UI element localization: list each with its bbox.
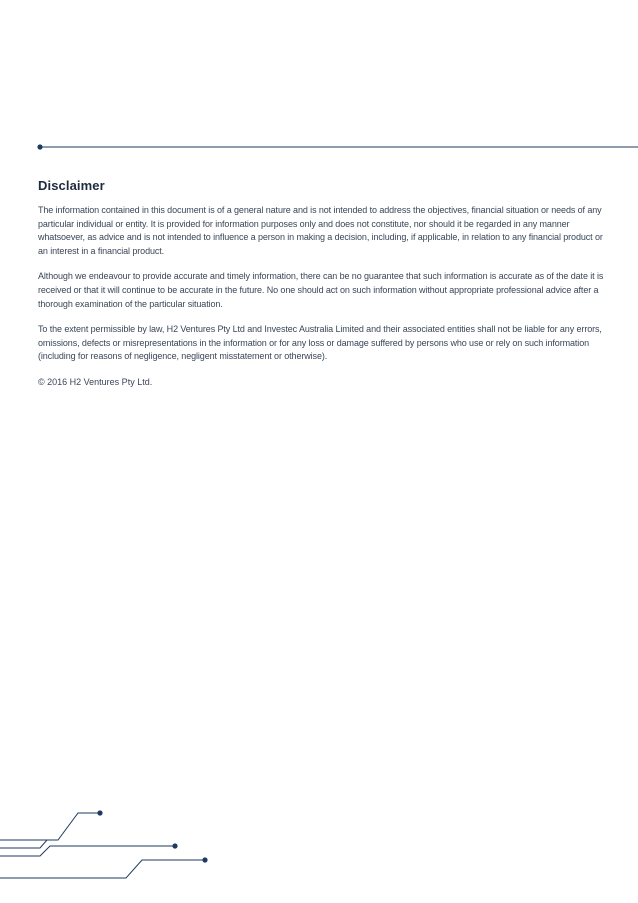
disclaimer-paragraph-accuracy: Although we endeavour to provide accurate and timely information, there can be no guarantee that such information is accurate as of the date it is received or that it will continue to be accurate in the future. No one should act on such information without appropriate professional advice after a thorough examination of the particular situation.: [38, 271, 604, 309]
circuit-lines-decoration: [0, 790, 638, 903]
disclaimer-section: [38, 178, 604, 390]
copyright-notice: © 2016 H2 Ventures Pty Ltd.: [38, 376, 153, 387]
divider-dot-icon: [37, 144, 42, 149]
circuit-node-icon: [172, 843, 177, 848]
circuit-node-icon: [202, 857, 207, 862]
disclaimer-heading: Disclaimer: [38, 178, 105, 193]
disclaimer-paragraph-liability: To the extent permissible by law, H2 Ventures Pty Ltd and Investec Australia Limited and their associated entities shall not be liable for any errors, omissions, defects or misrepresentations in the information or for any loss or damage suffered by persons who use or rely on such information (including for reasons of negligence, negligent misstatement or otherwise).: [38, 324, 602, 362]
circuit-node-icon: [97, 810, 102, 815]
top-divider-line: [0, 0, 638, 160]
disclaimer-paragraph-general: The information contained in this document is of a general nature and is not intended to address the objectives, financial situation or needs of any particular individual or entity. It is provided for information purposes only and does not constitute, nor should it be regarded in any manner whatsoever, as advice and is not intended to influence a person in making a decision, including, if applicable, in relation to any financial product or an interest in a financial product.: [38, 205, 603, 256]
